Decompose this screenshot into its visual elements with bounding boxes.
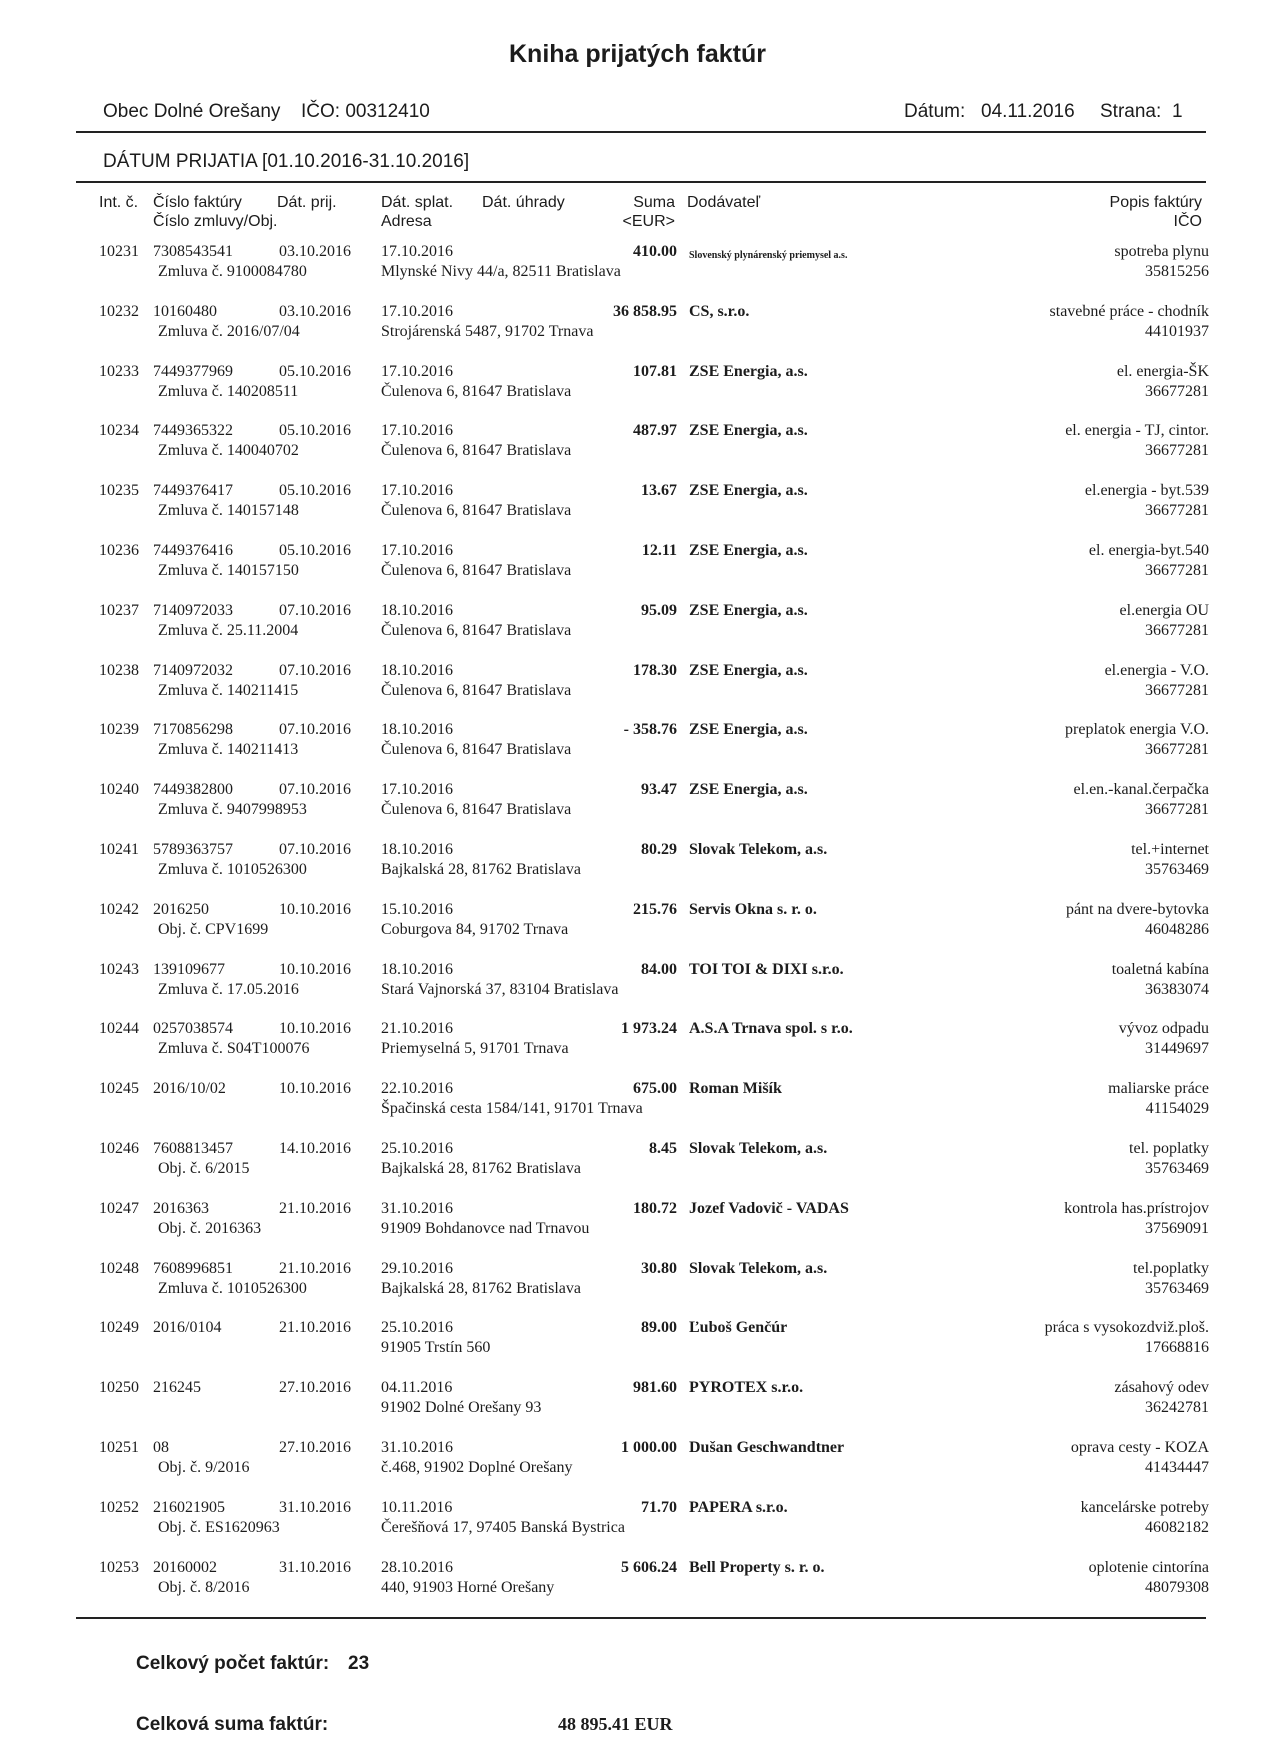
cell-prij: 10.10.2016 xyxy=(279,960,351,978)
cell-cislo: 216021905 xyxy=(153,1498,225,1516)
cell-int: 10243 xyxy=(99,960,139,978)
cell-zmluva: Obj. č. 8/2016 xyxy=(158,1578,250,1596)
cell-suma: 36 858.95 xyxy=(613,302,677,320)
cell-popis: el. energia-ŠK xyxy=(1116,362,1209,380)
cell-popis: preplatok energia V.O. xyxy=(1065,721,1209,739)
cell-zmluva: Obj. č. 2016363 xyxy=(158,1219,262,1237)
col-splat: Dát. splat. xyxy=(381,194,454,211)
cell-ico: 35815256 xyxy=(1145,263,1209,280)
cell-ico: 35763469 xyxy=(1145,1160,1209,1177)
cell-suma: 8.45 xyxy=(649,1140,677,1157)
cell-ico: 36383074 xyxy=(1145,980,1209,998)
cell-zmluva: Zmluva č. 1010526300 xyxy=(158,861,307,878)
cell-adresa: Čulenova 6, 81647 Bratislava xyxy=(381,442,572,460)
cell-adresa: Priemyselná 5, 91701 Trnava xyxy=(381,1040,569,1058)
cell-adresa: Bajkalská 28, 81762 Bratislava xyxy=(381,1279,581,1297)
cell-splat: 17.10.2016 xyxy=(381,482,453,500)
cell-ico: 17668816 xyxy=(1145,1339,1209,1357)
table-row xyxy=(0,1498,1275,1538)
cell-suma: 1 000.00 xyxy=(621,1439,677,1456)
cell-splat: 10.11.2016 xyxy=(381,1498,453,1516)
cell-suma: 71.70 xyxy=(641,1498,677,1516)
cell-ico: 41434447 xyxy=(1145,1459,1209,1476)
table-row xyxy=(0,362,1275,402)
cell-splat: 18.10.2016 xyxy=(381,601,453,619)
cell-int: 10237 xyxy=(99,601,139,619)
cell-popis: tel.poplatky xyxy=(1133,1259,1209,1277)
cell-zmluva: Zmluva č. S04T100076 xyxy=(158,1040,310,1058)
table-row xyxy=(0,840,1275,880)
cell-int: 10241 xyxy=(99,841,139,858)
cell-cislo: 7140972033 xyxy=(153,601,233,619)
cell-prij: 05.10.2016 xyxy=(279,362,351,380)
cell-int: 10236 xyxy=(99,542,139,559)
col-adresa: Adresa xyxy=(381,213,432,230)
cell-popis: kontrola has.prístrojov xyxy=(1064,1199,1209,1217)
col-prij: Dát. prij. xyxy=(277,194,337,211)
cell-adresa: 91905 Trstín 560 xyxy=(381,1339,491,1357)
cell-splat: 29.10.2016 xyxy=(381,1259,453,1277)
cell-adresa: Čulenova 6, 81647 Bratislava xyxy=(381,681,572,699)
cell-ico: 35763469 xyxy=(1145,1279,1209,1297)
cell-prij: 05.10.2016 xyxy=(279,542,351,559)
cell-ico: 36677281 xyxy=(1145,502,1209,520)
col-eur: <EUR> xyxy=(622,213,675,230)
cell-cislo: 2016/10/02 xyxy=(153,1080,226,1098)
cell-dodavatel: A.S.A Trnava spol. s r.o. xyxy=(689,1020,853,1038)
cell-splat: 21.10.2016 xyxy=(381,1020,453,1038)
cell-ico: 44101937 xyxy=(1145,322,1209,340)
cell-int: 10253 xyxy=(99,1558,139,1576)
cell-popis: el.energia OU xyxy=(1119,601,1209,619)
table-row xyxy=(0,720,1275,760)
cell-popis: pánt na dvere-bytovka xyxy=(1065,900,1209,918)
cell-prij: 21.10.2016 xyxy=(279,1319,351,1337)
cell-suma: 1 973.24 xyxy=(621,1020,677,1038)
cell-cislo: 7608813457 xyxy=(153,1140,233,1157)
cell-zmluva: Zmluva č. 140040702 xyxy=(158,442,299,460)
cell-splat: 17.10.2016 xyxy=(381,781,453,799)
cell-int: 10238 xyxy=(99,661,139,679)
cell-splat: 04.11.2016 xyxy=(381,1379,453,1397)
col-suma: Suma xyxy=(633,194,675,211)
org-ico: IČO: 00312410 xyxy=(301,101,430,122)
cell-suma: 80.29 xyxy=(641,841,677,858)
cell-splat: 18.10.2016 xyxy=(381,841,453,858)
cell-adresa: Čerešňová 17, 97405 Banská Bystrica xyxy=(381,1518,625,1536)
cell-popis: zásahový odev xyxy=(1114,1379,1209,1397)
cell-cislo: 08 xyxy=(153,1439,169,1456)
col-dodavatel: Dodávateľ xyxy=(687,194,761,211)
cell-prij: 27.10.2016 xyxy=(279,1379,351,1397)
cell-popis: vývoz odpadu xyxy=(1118,1020,1209,1038)
cell-cislo: 7449376417 xyxy=(153,482,233,500)
cell-dodavatel: Jozef Vadovič - VADAS xyxy=(689,1199,849,1217)
cell-cislo: 5789363757 xyxy=(153,841,233,858)
cell-zmluva: Zmluva č. 17.05.2016 xyxy=(158,980,299,998)
cell-popis: toaletná kabína xyxy=(1111,960,1209,978)
cell-dodavatel: ZSE Energia, a.s. xyxy=(689,362,808,380)
table-row xyxy=(0,1139,1275,1179)
table-row xyxy=(0,1318,1275,1358)
cell-zmluva: Zmluva č. 140211415 xyxy=(158,681,299,699)
cell-popis: kancelárske potreby xyxy=(1080,1498,1209,1516)
table-row xyxy=(0,1378,1275,1418)
cell-adresa: Bajkalská 28, 81762 Bratislava xyxy=(381,861,581,878)
cell-adresa: Čulenova 6, 81647 Bratislava xyxy=(381,562,572,579)
cell-suma: 981.60 xyxy=(633,1379,677,1397)
total-count-value: 23 xyxy=(348,1653,370,1674)
cell-prij: 05.10.2016 xyxy=(279,482,351,500)
cell-ico: 31449697 xyxy=(1145,1040,1209,1058)
cell-dodavatel: Slovak Telekom, a.s. xyxy=(689,841,828,858)
cell-adresa: Coburgova 84, 91702 Trnava xyxy=(381,920,569,938)
cell-adresa: Čulenova 6, 81647 Bratislava xyxy=(381,621,572,639)
col-int: Int. č. xyxy=(99,194,139,211)
cell-dodavatel: Slovak Telekom, a.s. xyxy=(689,1259,828,1277)
table-row xyxy=(0,1558,1275,1598)
cell-int: 10247 xyxy=(99,1199,139,1217)
cell-int: 10232 xyxy=(99,302,139,320)
cell-adresa: Stará Vajnorská 37, 83104 Bratislava xyxy=(381,980,619,998)
cell-prij: 07.10.2016 xyxy=(279,841,351,858)
cell-ico: 48079308 xyxy=(1145,1578,1209,1596)
cell-int: 10242 xyxy=(99,900,139,918)
cell-cislo: 216245 xyxy=(153,1379,201,1397)
cell-popis: oprava cesty - KOZA xyxy=(1070,1439,1209,1456)
cell-prij: 10.10.2016 xyxy=(279,900,351,918)
cell-splat: 17.10.2016 xyxy=(381,422,453,440)
cell-splat: 17.10.2016 xyxy=(381,302,453,320)
cell-suma: 487.97 xyxy=(633,422,677,440)
cell-zmluva: Zmluva č. 25.11.2004 xyxy=(158,621,299,639)
cell-int: 10234 xyxy=(99,422,139,440)
cell-int: 10248 xyxy=(99,1259,139,1277)
cell-dodavatel: TOI TOI & DIXI s.r.o. xyxy=(689,960,844,978)
cell-int: 10240 xyxy=(99,781,139,799)
cell-dodavatel: Slovak Telekom, a.s. xyxy=(689,1140,828,1157)
strana-value: 1 xyxy=(1172,101,1183,122)
cell-zmluva: Zmluva č. 9407998953 xyxy=(158,801,307,819)
cell-prij: 10.10.2016 xyxy=(279,1020,351,1038)
cell-int: 10231 xyxy=(99,243,139,260)
cell-popis: spotreba plynu xyxy=(1114,243,1209,260)
cell-popis: práca s vysokozdviž.ploš. xyxy=(1044,1319,1209,1337)
cell-prij: 10.10.2016 xyxy=(279,1080,351,1098)
cell-cislo: 7308543541 xyxy=(153,243,233,260)
table-row xyxy=(0,601,1275,641)
cell-prij: 05.10.2016 xyxy=(279,422,351,440)
cell-ico: 36677281 xyxy=(1145,621,1209,639)
cell-dodavatel: Ľuboš Genčúr xyxy=(689,1319,788,1337)
col-popis: Popis faktúry xyxy=(1109,194,1202,211)
cell-ico: 46082182 xyxy=(1145,1518,1209,1536)
cell-popis: tel.+internet xyxy=(1131,841,1209,858)
cell-prij: 03.10.2016 xyxy=(279,243,351,260)
page-title: Kniha prijatých faktúr xyxy=(509,40,766,68)
cell-splat: 17.10.2016 xyxy=(381,362,453,380)
col-ico: IČO xyxy=(1173,213,1202,230)
col-zmluva: Číslo zmluvy/Obj. xyxy=(153,213,278,230)
cell-zmluva: Zmluva č. 140208511 xyxy=(158,382,299,400)
cell-dodavatel: Roman Mišík xyxy=(689,1080,782,1098)
cell-prij: 21.10.2016 xyxy=(279,1259,351,1277)
cell-splat: 28.10.2016 xyxy=(381,1558,453,1576)
cell-suma: 410.00 xyxy=(633,243,677,260)
cell-cislo: 20160002 xyxy=(153,1558,217,1576)
cell-cislo: 7449382800 xyxy=(153,781,233,799)
cell-splat: 18.10.2016 xyxy=(381,661,453,679)
datum-value: 04.11.2016 xyxy=(981,101,1075,122)
cell-int: 10249 xyxy=(99,1319,139,1337)
cell-cislo: 7449365322 xyxy=(153,422,233,440)
cell-cislo: 7449377969 xyxy=(153,362,233,380)
cell-prij: 07.10.2016 xyxy=(279,721,351,739)
cell-ico: 36677281 xyxy=(1145,801,1209,819)
cell-zmluva: Zmluva č. 140157150 xyxy=(158,562,299,579)
cell-popis: el.en.-kanal.čerpačka xyxy=(1073,781,1209,799)
cell-adresa: Mlynské Nivy 44/a, 82511 Bratislava xyxy=(381,263,621,280)
table-row xyxy=(0,780,1275,820)
cell-suma: 107.81 xyxy=(633,362,677,380)
total-sum-value: 48 895.41 EUR xyxy=(558,1714,673,1734)
cell-cislo: 7140972032 xyxy=(153,661,233,679)
cell-adresa: 91909 Bohdanovce nad Trnavou xyxy=(381,1219,590,1237)
cell-suma: 84.00 xyxy=(641,960,677,978)
cell-ico: 35763469 xyxy=(1145,861,1209,878)
cell-zmluva: Zmluva č. 9100084780 xyxy=(158,263,307,280)
table-row xyxy=(0,481,1275,521)
cell-adresa: Strojárenská 5487, 91702 Trnava xyxy=(381,322,594,340)
cell-dodavatel: ZSE Energia, a.s. xyxy=(689,781,808,799)
cell-splat: 22.10.2016 xyxy=(381,1080,453,1098)
cell-int: 10233 xyxy=(99,362,139,380)
cell-dodavatel: Dušan Geschwandtner xyxy=(689,1439,845,1456)
cell-dodavatel: ZSE Energia, a.s. xyxy=(689,422,808,440)
cell-adresa: Bajkalská 28, 81762 Bratislava xyxy=(381,1160,581,1177)
cell-splat: 31.10.2016 xyxy=(381,1199,453,1217)
cell-zmluva: Zmluva č. 140157148 xyxy=(158,502,299,520)
cell-cislo: 2016250 xyxy=(153,900,209,918)
cell-prij: 14.10.2016 xyxy=(279,1140,351,1157)
cell-dodavatel: Slovenský plynárenský priemysel a.s. xyxy=(689,250,848,261)
cell-adresa: Čulenova 6, 81647 Bratislava xyxy=(381,801,572,819)
cell-int: 10245 xyxy=(99,1080,139,1098)
table-row xyxy=(0,960,1275,1000)
cell-prij: 07.10.2016 xyxy=(279,661,351,679)
cell-prij: 07.10.2016 xyxy=(279,781,351,799)
cell-int: 10246 xyxy=(99,1140,139,1157)
table-row xyxy=(0,1259,1275,1299)
cell-ico: 36242781 xyxy=(1145,1399,1209,1417)
cell-adresa: Čulenova 6, 81647 Bratislava xyxy=(381,502,572,520)
cell-ico: 36677281 xyxy=(1145,382,1209,400)
cell-suma: 12.11 xyxy=(641,542,677,559)
cell-ico: 41154029 xyxy=(1145,1100,1209,1118)
cell-adresa: Čulenova 6, 81647 Bratislava xyxy=(381,741,572,759)
header-divider xyxy=(76,131,1206,133)
cell-dodavatel: ZSE Energia, a.s. xyxy=(689,721,808,739)
cell-popis: oplotenie cintorína xyxy=(1088,1558,1209,1576)
date-range: DÁTUM PRIJATIA [01.10.2016-31.10.2016] xyxy=(103,151,470,172)
cell-cislo: 7170856298 xyxy=(153,721,233,739)
cell-popis: el.energia - byt.539 xyxy=(1084,482,1209,500)
cell-ico: 36677281 xyxy=(1145,681,1209,699)
table-row xyxy=(0,421,1275,461)
total-sum-label: Celková suma faktúr: xyxy=(136,1714,329,1735)
cell-ico: 37569091 xyxy=(1145,1219,1209,1237)
cell-prij: 07.10.2016 xyxy=(279,601,351,619)
cell-suma: 93.47 xyxy=(641,781,677,799)
cell-ico: 36677281 xyxy=(1145,562,1209,579)
cell-int: 10251 xyxy=(99,1439,139,1456)
cell-prij: 21.10.2016 xyxy=(279,1199,351,1217)
cell-int: 10244 xyxy=(99,1020,139,1038)
cell-adresa: Čulenova 6, 81647 Bratislava xyxy=(381,382,572,400)
cell-cislo: 7449376416 xyxy=(153,542,233,559)
cell-zmluva: Obj. č. ES1620963 xyxy=(158,1518,280,1536)
cell-dodavatel: PAPERA s.r.o. xyxy=(689,1498,788,1516)
cell-zmluva: Obj. č. 6/2015 xyxy=(158,1160,250,1177)
cell-dodavatel: ZSE Energia, a.s. xyxy=(689,661,808,679)
cell-splat: 25.10.2016 xyxy=(381,1319,453,1337)
col-uhrady: Dát. úhrady xyxy=(482,194,565,211)
table-row xyxy=(0,242,1275,282)
cell-dodavatel: CS, s.r.o. xyxy=(689,302,750,320)
cell-splat: 17.10.2016 xyxy=(381,243,453,260)
cell-suma: 30.80 xyxy=(641,1259,677,1277)
cell-cislo: 7608996851 xyxy=(153,1259,233,1277)
cell-zmluva: Obj. č. 9/2016 xyxy=(158,1459,250,1476)
cell-cislo: 2016363 xyxy=(153,1199,209,1217)
cell-suma: 178.30 xyxy=(633,661,677,679)
cell-ico: 36677281 xyxy=(1145,741,1209,759)
table-row xyxy=(0,900,1275,940)
cell-splat: 18.10.2016 xyxy=(381,721,453,739)
strana-label: Strana: xyxy=(1100,101,1162,122)
cell-popis: el. energia-byt.540 xyxy=(1088,542,1209,559)
cell-dodavatel: Bell Property s. r. o. xyxy=(689,1558,825,1576)
table-row xyxy=(0,661,1275,701)
cell-adresa: 91902 Dolné Orešany 93 xyxy=(381,1399,542,1417)
cell-suma: 215.76 xyxy=(633,900,677,918)
cell-prij: 31.10.2016 xyxy=(279,1558,351,1576)
cell-adresa: Špačinská cesta 1584/141, 91701 Trnava xyxy=(381,1100,643,1118)
cell-suma: 13.67 xyxy=(641,482,677,500)
total-count-label: Celkový počet faktúr: xyxy=(136,1653,330,1674)
cell-popis: maliarske práce xyxy=(1108,1080,1209,1098)
footer-divider xyxy=(76,1617,1206,1619)
table-row xyxy=(0,1438,1275,1478)
cell-int: 10250 xyxy=(99,1379,139,1397)
col-cislo: Číslo faktúry xyxy=(153,194,242,211)
cell-popis: el. energia - TJ, cintor. xyxy=(1065,422,1209,440)
table-row xyxy=(0,541,1275,581)
cell-suma: 180.72 xyxy=(633,1199,677,1217)
cell-splat: 18.10.2016 xyxy=(381,960,453,978)
cell-suma: 5 606.24 xyxy=(621,1558,677,1576)
cell-cislo: 0257038574 xyxy=(153,1020,233,1038)
cell-splat: 17.10.2016 xyxy=(381,542,453,559)
cell-popis: el.energia - V.O. xyxy=(1104,661,1209,679)
cell-suma: 89.00 xyxy=(641,1319,677,1337)
cell-suma: - 358.76 xyxy=(623,721,677,739)
cell-int: 10239 xyxy=(99,721,139,739)
cell-prij: 31.10.2016 xyxy=(279,1498,351,1516)
cell-int: 10235 xyxy=(99,482,139,500)
cell-splat: 31.10.2016 xyxy=(381,1439,453,1456)
cell-int: 10252 xyxy=(99,1498,139,1516)
cell-dodavatel: ZSE Energia, a.s. xyxy=(689,601,808,619)
cell-popis: stavebné práce - chodník xyxy=(1049,302,1209,320)
cell-zmluva: Obj. č. CPV1699 xyxy=(158,920,269,938)
cell-ico: 36677281 xyxy=(1145,442,1209,460)
columns-divider xyxy=(76,181,1206,183)
cell-suma: 675.00 xyxy=(633,1080,677,1098)
cell-dodavatel: PYROTEX s.r.o. xyxy=(689,1379,804,1397)
cell-splat: 25.10.2016 xyxy=(381,1140,453,1157)
table-row xyxy=(0,302,1275,342)
cell-ico: 46048286 xyxy=(1145,920,1209,938)
cell-adresa: č.468, 91902 Doplné Orešany xyxy=(381,1459,573,1476)
cell-suma: 95.09 xyxy=(641,601,677,619)
cell-adresa: 440, 91903 Horné Orešany xyxy=(381,1578,555,1596)
cell-prij: 03.10.2016 xyxy=(279,302,351,320)
cell-dodavatel: ZSE Energia, a.s. xyxy=(689,542,808,559)
table-row xyxy=(0,1079,1275,1119)
cell-zmluva: Zmluva č. 2016/07/04 xyxy=(158,322,300,340)
cell-popis: tel. poplatky xyxy=(1129,1140,1209,1157)
cell-cislo: 10160480 xyxy=(153,302,217,320)
table-row xyxy=(0,1199,1275,1239)
cell-dodavatel: ZSE Energia, a.s. xyxy=(689,482,808,500)
table-row xyxy=(0,1019,1275,1059)
org-name: Obec Dolné Orešany xyxy=(103,101,281,122)
cell-dodavatel: Servis Okna s. r. o. xyxy=(689,900,817,918)
cell-splat: 15.10.2016 xyxy=(381,900,453,918)
cell-cislo: 2016/0104 xyxy=(153,1319,222,1337)
datum-label: Dátum: xyxy=(904,101,966,122)
cell-zmluva: Zmluva č. 140211413 xyxy=(158,741,299,759)
cell-cislo: 139109677 xyxy=(153,960,225,978)
cell-prij: 27.10.2016 xyxy=(279,1439,351,1456)
cell-zmluva: Zmluva č. 1010526300 xyxy=(158,1279,307,1297)
